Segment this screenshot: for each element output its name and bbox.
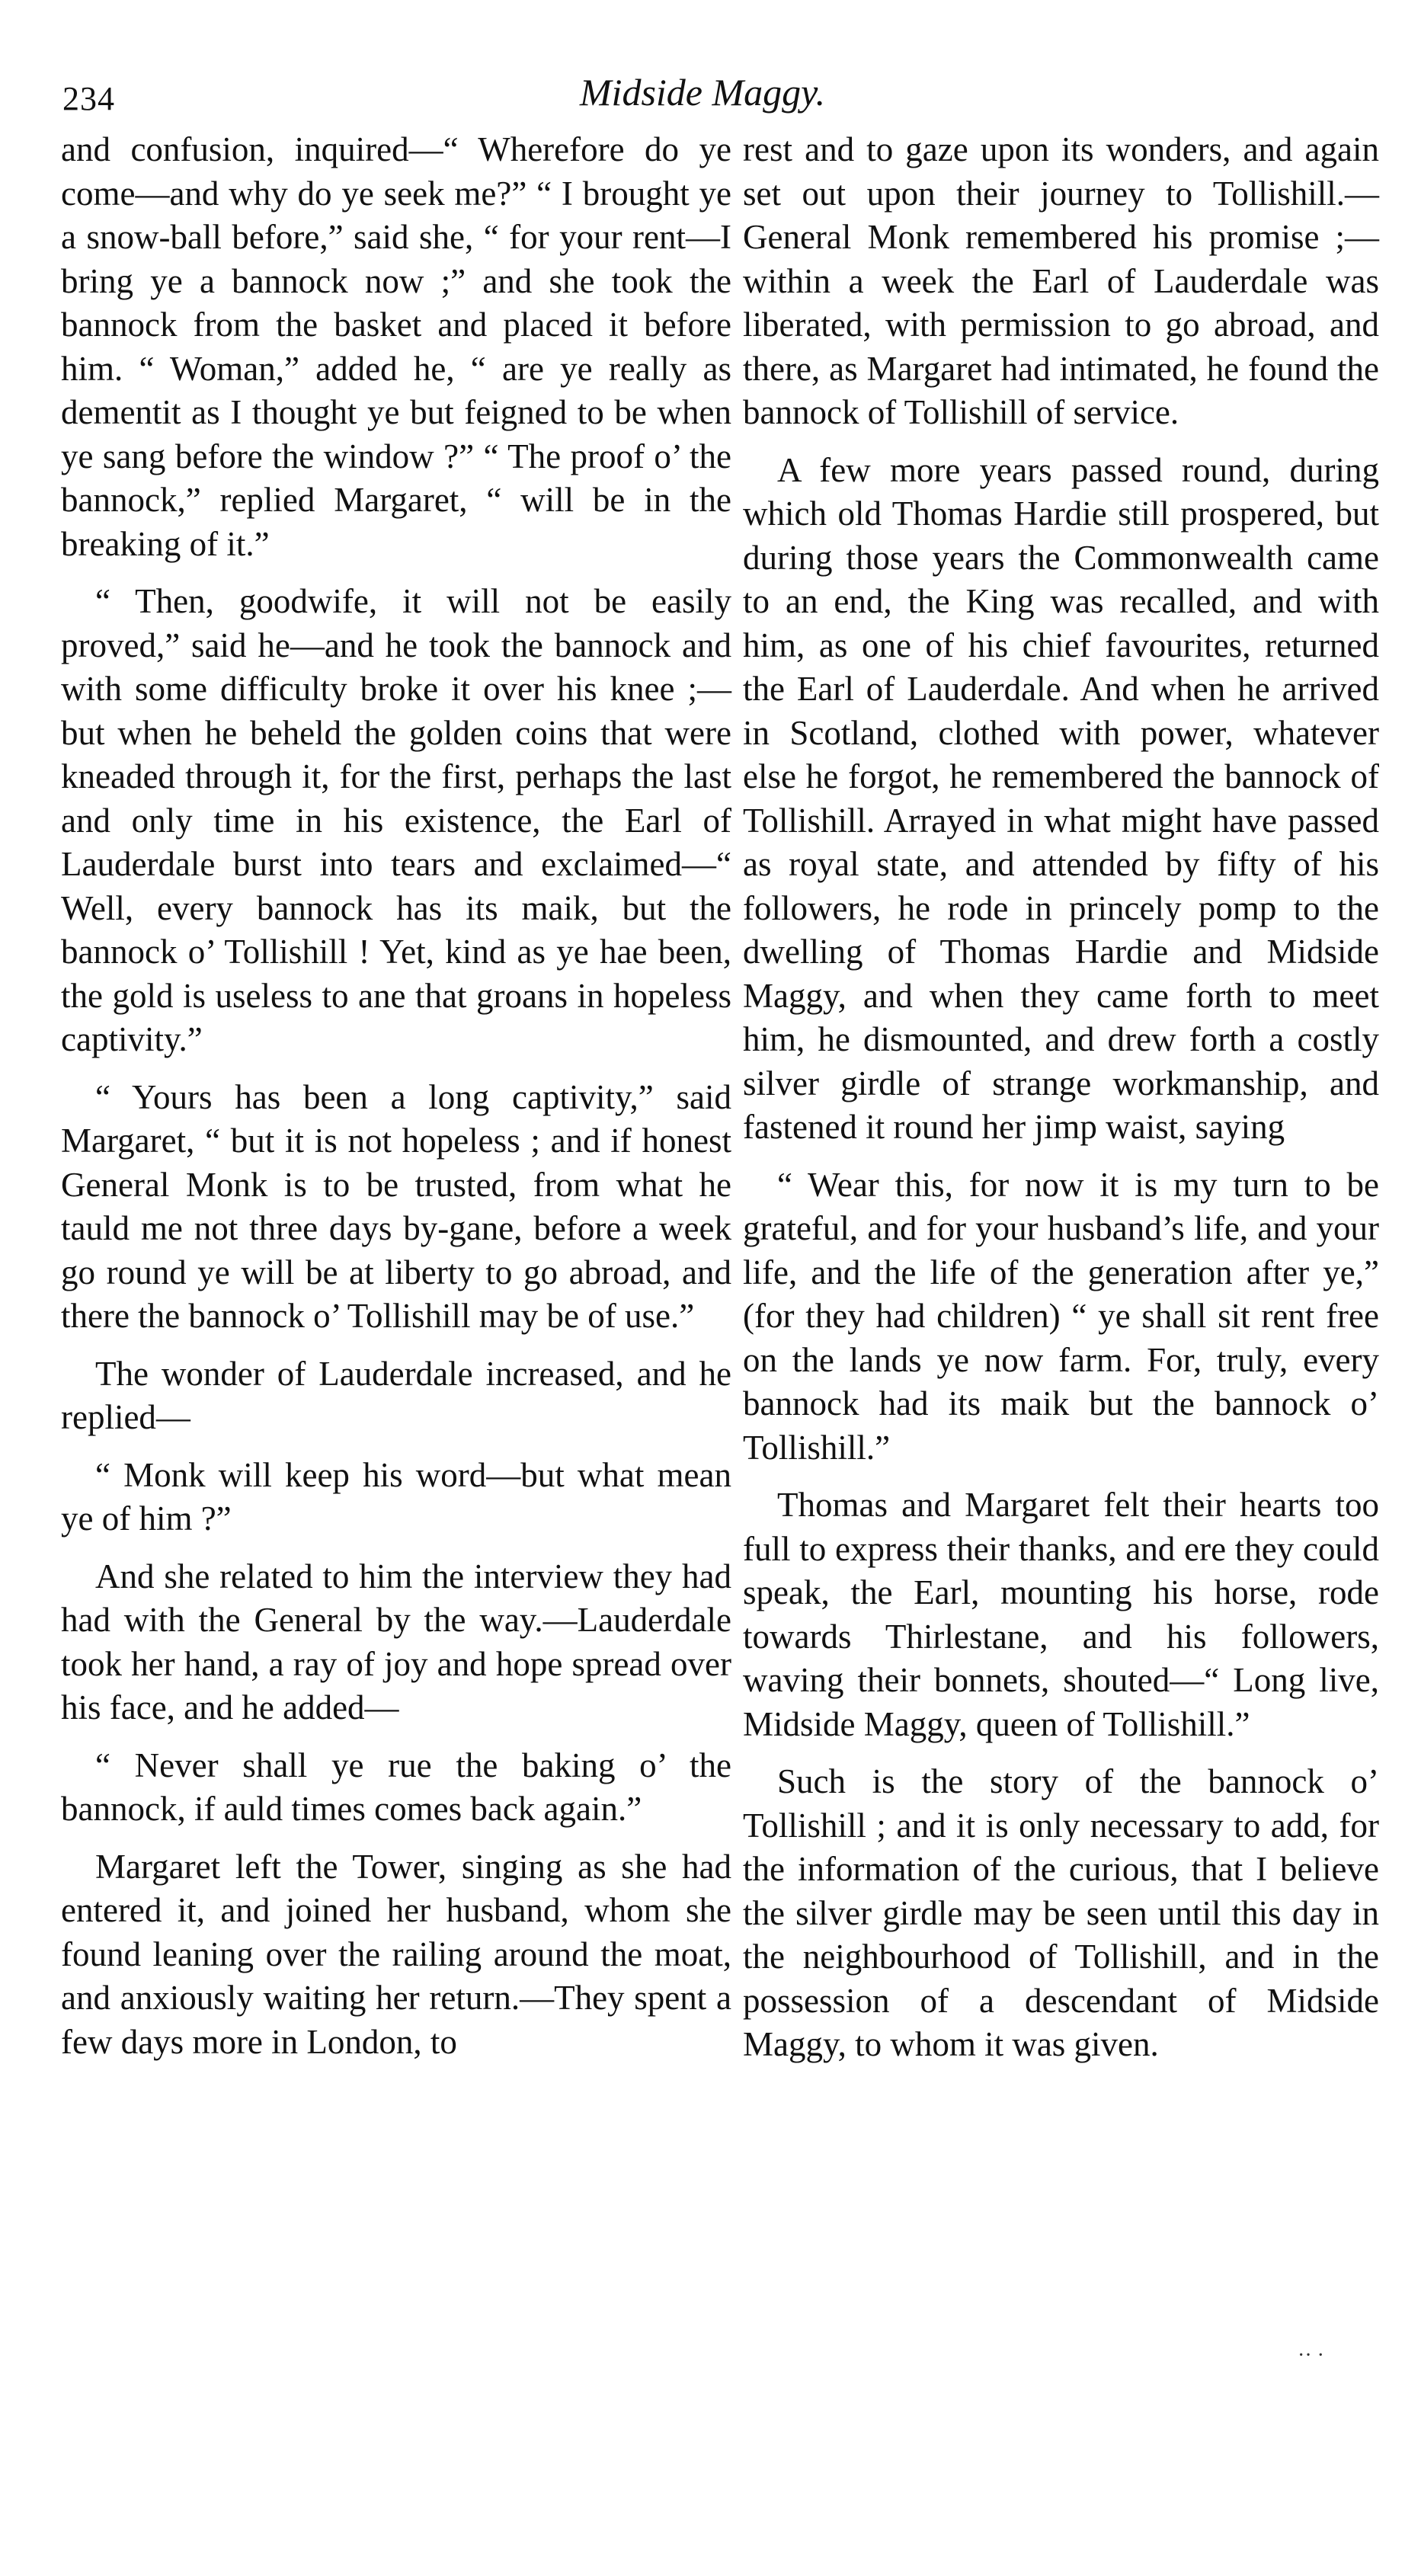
left-paragraph-5: “ Monk will keep his word—but what mean ye of him ?”	[61, 1455, 731, 1538]
left-paragraph-8: Margaret left the Tower, singing as she had entered it, and joined her husband, whom she found leaning over the railing around the moat, and anxiously waiting her return.—They spent a few days more in London, to	[61, 1847, 731, 2061]
right-paragraph-2: A few more years passed round, during which old Thomas Hardie still prospered, but during those years the Commonwealth came to an end, the King was recalled, and with him, as one of his chief favourites, returned the Earl of Lauderdale. And when he arrived in Scotland, clothed with power, whatever else he forgot, he remembered the bannock of Tollishill. Arrayed in what might have passed as royal state, and attended by fifty of his followers, he rode in princely pomp to the dwelling of Thomas Hardie and Midside Maggy, and when they came forth to meet him, he dismounted, and drew forth a costly silver girdle of strange workmanship, and fastened it round her jimp waist, saying	[743, 450, 1379, 1146]
paragraph-gap	[743, 1150, 1379, 1163]
paragraph-gap	[61, 1832, 731, 1845]
print-speck: ·· ·	[1298, 2344, 1324, 2367]
paragraph-gap	[743, 1470, 1379, 1483]
left-paragraph-7: “ Never shall ye rue the baking o’ the bannock, if auld times comes back again.”	[61, 1746, 731, 1828]
left-paragraph-1: and confusion, inquired—“ Wherefore do ye come—and why do ye seek me?” “ I brought ye a snow-ball before,” said she, “ for your rent—I bring ye a bannock now ;” and she took the bannock from the basket and placed it before him. “ Woman,” added he, “ are ye really as dementit as I thought ye but feigned to be when ye sang before the window ?” “ The proof o’ the bannock,” replied Margaret, “ will be in the breaking of it.”	[61, 130, 731, 563]
running-head: Midside Maggy.	[579, 71, 826, 114]
left-column	[61, 128, 731, 2064]
right-paragraph-3: “ Wear this, for now it is my turn to be grateful, and for your husband’s life, and your life, and the life of the generation after ye,” (for they had children) “ ye shall sit rent free on the lands ye now farm. For, truly, every bannock had its maik but the bannock o’ Tollishill.”	[743, 1165, 1379, 1467]
right-paragraph-4: Thomas and Margaret felt their hearts too full to express their thanks, and ere they could speak, the Earl, mounting his horse, rode towards Thirlestane, and his followers, waving their bonnets, shouted—“ Long live, Midside Maggy, queen of Tollishill.”	[743, 1486, 1379, 1743]
page-number: 234	[62, 80, 115, 117]
paragraph-gap	[61, 1730, 731, 1744]
paragraph-gap	[61, 1541, 731, 1555]
left-paragraph-2: “ Then, goodwife, it will not be easily proved,” said he—and he took the bannock and with some difficulty broke it over his knee ;—but when he beheld the golden coins that were kneaded through it, for the first, perhaps the last and only time in his existence, the Earl of Lauderdale burst into tears and exclaimed—“ Well, every bannock has its maik, but the bannock o’ Tollishill ! Yet, kind as ye hae been, the gold is useless to ane that groans in hopeless captivity.”	[61, 582, 731, 1058]
right-column	[743, 128, 1379, 2067]
paragraph-gap	[61, 566, 731, 580]
paragraph-gap	[61, 1339, 731, 1352]
paragraph-gap	[61, 1440, 731, 1454]
left-paragraph-3: “ Yours has been a long captivity,” said Margaret, “ but it is not hopeless ; and if honest General Monk is to be trusted, from what he tauld me not three days by-gane, before a week go round ye will be at liberty to go abroad, and there the bannock o’ Tollishill may be of use.”	[61, 1077, 731, 1335]
paragraph-gap	[743, 1746, 1379, 1760]
right-paragraph-1: rest and to gaze upon its wonders, and again set out upon their journey to Tollishill.—General Monk remembered his promise ;—within a week the Earl of Lauderdale was liberated, with permission to go abroad, and there, as Margaret had intimated, he found the bannock of Tollishill of service.	[743, 130, 1379, 431]
paragraph-gap	[743, 435, 1379, 449]
left-paragraph-6: And she related to him the interview they had had with the General by the way.—Lauderdale took her hand, a ray of joy and hope spread over his face, and he added—	[61, 1557, 731, 1726]
left-paragraph-4: The wonder of Lauderdale increased, and he replied—	[61, 1354, 731, 1436]
right-paragraph-5: Such is the story of the bannock o’ Tollishill ; and it is only necessary to add, for the information of the curious, that I believe the silver girdle may be seen until this day in the neighbourhood of Tollishill, and in the possession of a descendant of Midside Maggy, to whom it was given.	[743, 1762, 1379, 2063]
paragraph-gap	[61, 1062, 731, 1076]
